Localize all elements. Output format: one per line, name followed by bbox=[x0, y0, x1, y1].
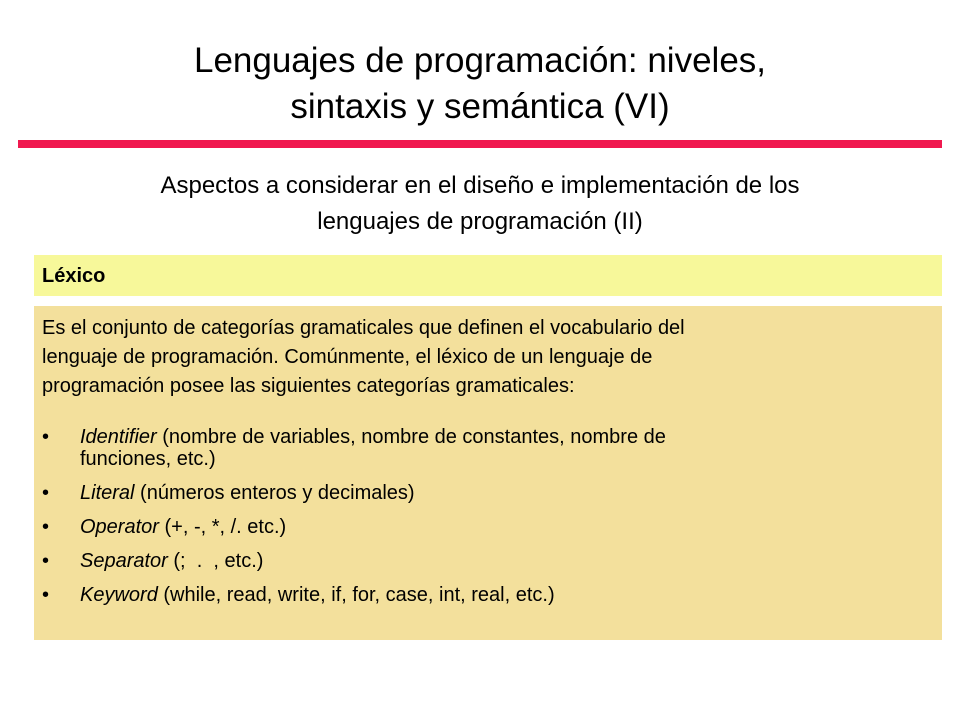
list-item-keyword bbox=[42, 584, 922, 606]
list-item-description: (+, -, *, /. etc.) bbox=[158, 516, 287, 538]
section-header-bar bbox=[34, 255, 942, 296]
list-item-line bbox=[80, 426, 922, 448]
list-item-literal bbox=[42, 482, 922, 504]
list-item-description: (nombre de variables, nombre de constantes, nombre de bbox=[156, 426, 666, 448]
list-item-term: Keyword bbox=[80, 584, 158, 606]
list-item-line bbox=[80, 482, 922, 504]
bullet-icon: • bbox=[42, 516, 50, 538]
slide-title-line-2: sintaxis y semántica (VI) bbox=[290, 87, 670, 126]
content-box bbox=[34, 306, 942, 640]
list-item-description: (while, read, write, if, for, case, int, real, etc.) bbox=[157, 584, 555, 606]
list-item-term: Identifier bbox=[80, 426, 157, 448]
title-divider bbox=[18, 140, 942, 148]
intro-line-1: Es el conjunto de categorías gramaticales que definen el vocabulario del bbox=[42, 317, 685, 339]
list-item-operator bbox=[42, 516, 922, 538]
list-item-description: (números enteros y decimales) bbox=[134, 482, 415, 504]
list-item-line bbox=[80, 550, 922, 572]
list-item-line bbox=[80, 584, 922, 606]
intro-line-3: programación posee las siguientes categorías gramaticales: bbox=[42, 375, 575, 397]
list-item-identifier bbox=[42, 426, 922, 470]
slide-title bbox=[0, 38, 960, 130]
intro-paragraph bbox=[42, 314, 922, 401]
slide-subtitle-line-1: Aspectos a considerar en el diseño e implementación de los bbox=[160, 172, 800, 199]
list-item-term: Separator bbox=[80, 550, 168, 572]
bullet-icon: • bbox=[42, 550, 50, 572]
list-item-separator bbox=[42, 550, 922, 572]
intro-line-2: lenguaje de programación. Comúnmente, el léxico de un lenguaje de bbox=[42, 346, 653, 368]
list-item-term: Operator bbox=[80, 516, 159, 538]
bullet-icon: • bbox=[42, 426, 50, 448]
slide-subtitle bbox=[0, 168, 960, 240]
list-item-continuation: funciones, etc.) bbox=[80, 448, 216, 470]
list-item-term: Literal bbox=[80, 482, 135, 504]
list-item-description: (; . , etc.) bbox=[167, 550, 264, 572]
slide-subtitle-line-2: lenguajes de programación (II) bbox=[317, 208, 643, 235]
bullet-icon: • bbox=[42, 584, 50, 606]
category-list bbox=[42, 426, 922, 618]
list-item-line bbox=[80, 516, 922, 538]
section-header-label: Léxico bbox=[42, 265, 106, 287]
bullet-icon: • bbox=[42, 482, 50, 504]
slide-title-line-1: Lenguajes de programación: niveles, bbox=[193, 41, 767, 80]
